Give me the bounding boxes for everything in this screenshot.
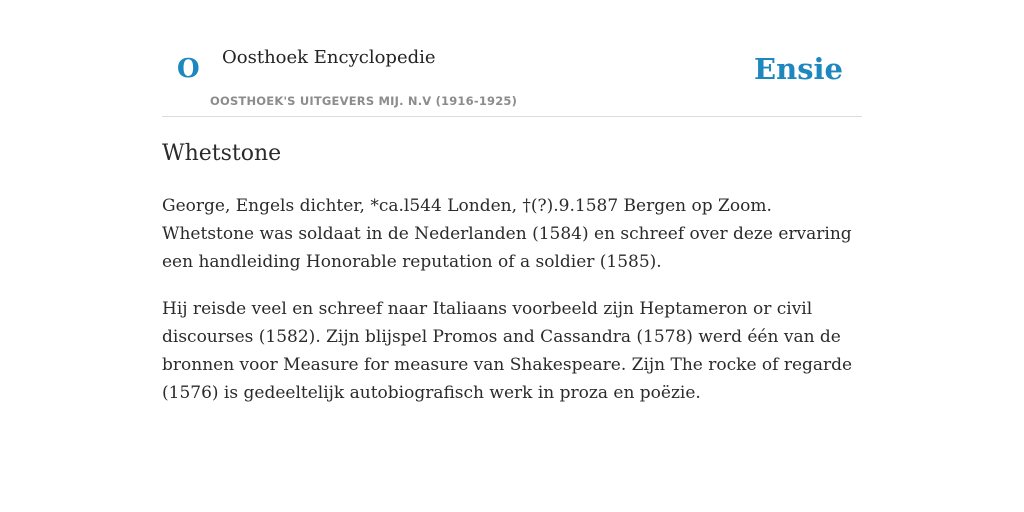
article-paragraph: Hij reisde veel en schreef naar Italiaans voorbeeld zijn Heptameron or civil discourses (1582). Zijn blijspel Promos and Cassandra (1578) werd één van de bronnen voor Measure for measure van Shakespeare. Zijn The rocke of regarde (1576) is gedeeltelijk autobiografisch werk in proza en poëzie. [162, 299, 853, 403]
source-title-link[interactable]: Oosthoek Encyclopedie [222, 47, 436, 68]
source-subtitle: OOSTHOEK'S UITGEVERS MIJ. N.V (1916-1925) [210, 94, 518, 108]
article-body [162, 192, 862, 426]
source-logo[interactable]: O [177, 54, 200, 84]
article-paragraph: George, Engels dichter, *ca.l544 Londen, †(?).9.1587 Bergen op Zoom. Whetstone was soldaat in de Nederlanden (1584) en schreef over deze ervaring een handleiding Honorable reputation of a soldier (1585). [162, 196, 852, 272]
article-title: Whetstone [162, 141, 282, 166]
brand-logo-link[interactable]: Ensie [754, 52, 843, 86]
source-header [162, 0, 862, 117]
page-container [162, 0, 862, 403]
